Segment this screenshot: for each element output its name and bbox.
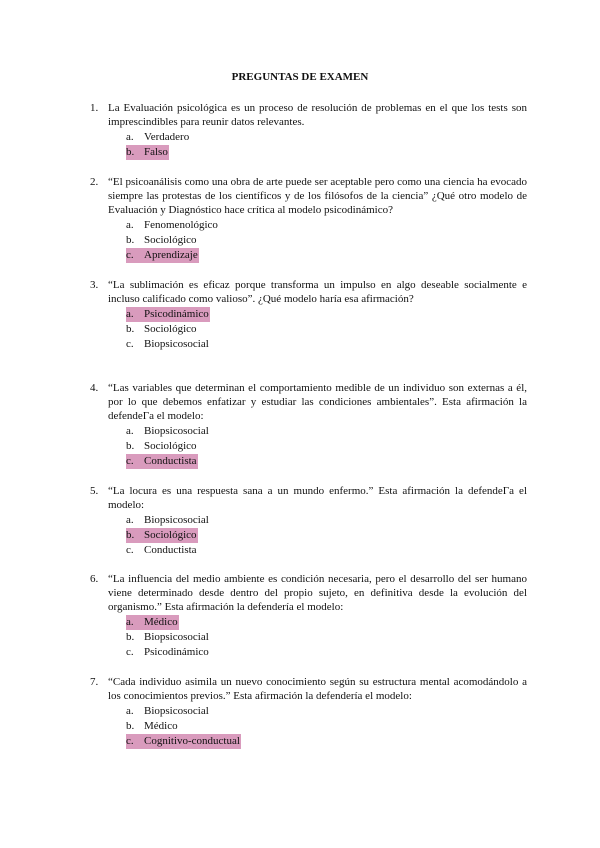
option-c: [126, 543, 527, 558]
option-list: [126, 130, 527, 160]
option-text: Biopsicosocial: [144, 631, 209, 643]
option-letter: a.: [126, 308, 134, 320]
option-letter: a.: [126, 705, 134, 717]
option-list: [126, 424, 527, 469]
option-text: Biopsicosocial: [144, 705, 209, 717]
option-text: Aprendizaje: [144, 249, 198, 261]
question-number: 1.: [90, 102, 99, 114]
option-text: Conductista: [144, 455, 197, 467]
option-list: [126, 307, 527, 352]
option-text: Sociológico: [144, 529, 197, 541]
option-letter: a.: [126, 219, 134, 231]
question-number: 7.: [90, 676, 99, 688]
question-2: [90, 175, 527, 263]
question-number: 6.: [90, 573, 99, 585]
option-content: [126, 424, 210, 439]
option-a: [126, 513, 527, 528]
option-b: [126, 719, 527, 734]
option-letter: b.: [126, 323, 135, 335]
option-a: [126, 704, 527, 719]
option-b: [126, 439, 527, 454]
option-c: [126, 734, 527, 749]
option-letter: b.: [126, 529, 135, 541]
option-content: [126, 513, 210, 528]
option-a: [126, 130, 527, 145]
option-content: [126, 734, 241, 749]
option-content: [126, 528, 198, 543]
option-letter: b.: [126, 440, 135, 452]
option-text: Sociológico: [144, 440, 197, 452]
option-text: Sociológico: [144, 234, 197, 246]
question-text: “La influencia del medio ambiente es condición necesaria, pero el desarrollo del ser humano viene determinado desde dentro del propio sujeto, en definitiva desde la evolución del organismo.” Esta afirmación la defendería el modelo:: [108, 573, 527, 613]
option-text: Conductista: [144, 544, 197, 556]
question-text: “La sublimación es eficaz porque transforma un impulso en algo deseable socialmente e incluso calificado como valioso”. ¿Qué modelo haría esa afirmación?: [108, 279, 527, 305]
option-letter: c.: [126, 338, 134, 350]
option-content: [126, 145, 169, 160]
question-3: [90, 278, 527, 352]
option-text: Psicodinámico: [144, 646, 209, 658]
option-b: [126, 233, 527, 248]
option-a: [126, 615, 527, 630]
option-letter: c.: [126, 455, 134, 467]
option-letter: b.: [126, 234, 135, 246]
option-a: [126, 307, 527, 322]
option-b: [126, 630, 527, 645]
option-c: [126, 645, 527, 660]
option-content: [126, 248, 199, 263]
option-a: [126, 218, 527, 233]
option-letter: a.: [126, 514, 134, 526]
option-text: Biopsicosocial: [144, 425, 209, 437]
option-text: Verdadero: [144, 131, 190, 143]
option-a: [126, 424, 527, 439]
option-b: [126, 145, 527, 160]
option-text: Biopsicosocial: [144, 514, 209, 526]
option-text: Biopsicosocial: [144, 338, 209, 350]
option-list: [126, 615, 527, 660]
option-content: [126, 630, 210, 645]
option-text: Sociológico: [144, 323, 197, 335]
option-letter: b.: [126, 720, 135, 732]
option-letter: c.: [126, 735, 134, 747]
option-content: [126, 233, 198, 248]
question-6: [90, 572, 527, 660]
question-number: 5.: [90, 485, 99, 497]
option-list: [126, 704, 527, 749]
option-text: Psicodinámico: [144, 308, 209, 320]
option-content: [126, 130, 190, 145]
option-content: [126, 454, 198, 469]
option-text: Médico: [144, 720, 178, 732]
option-text: Fenomenológico: [144, 219, 218, 231]
option-text: Falso: [144, 146, 168, 158]
option-c: [126, 454, 527, 469]
option-content: [126, 615, 179, 630]
question-number: 2.: [90, 176, 99, 188]
option-content: [126, 719, 179, 734]
question-5: [90, 484, 527, 558]
question-text: La Evaluación psicológica es un proceso de resolución de problemas en el que los tests son imprescindibles para reunir datos relevantes.: [108, 102, 527, 128]
question-4: [90, 381, 527, 469]
option-content: [126, 322, 198, 337]
option-content: [126, 439, 198, 454]
question-number: 4.: [90, 382, 99, 394]
option-content: [126, 645, 210, 660]
option-content: [126, 704, 210, 719]
option-content: [126, 218, 219, 233]
option-b: [126, 322, 527, 337]
question-number: 3.: [90, 279, 99, 291]
page-title: PREGUNTAS DE EXAMEN: [231, 71, 369, 83]
option-b: [126, 528, 527, 543]
option-list: [126, 218, 527, 263]
option-letter: c.: [126, 646, 134, 658]
option-text: Médico: [144, 616, 178, 628]
option-letter: a.: [126, 616, 134, 628]
option-letter: a.: [126, 425, 134, 437]
option-text: Cognitivo-conductual: [144, 735, 240, 747]
question-text: “La locura es una respuesta sana a un mundo enfermo.” Esta afirmación la defendeΓa el modelo:: [108, 485, 527, 511]
option-letter: a.: [126, 131, 134, 143]
option-letter: c.: [126, 544, 134, 556]
question-text: “Cada individuo asimila un nuevo conocimiento según su estructura mental acomodándolo a los conocimientos previos.” Esta afirmación la defendería el modelo:: [108, 676, 527, 702]
question-text: “Las variables que determinan el comportamiento medible de un individuo son externas a él, por lo que debemos enfatizar y estudiar las condiciones ambientales”. Esta afirmación la defendeΓa el modelo:: [108, 382, 527, 422]
option-content: [126, 307, 210, 322]
question-text: “El psicoanálisis como una obra de arte puede ser aceptable pero como una ciencia ha evocado siempre las protestas de los científicos y de los filósofos de la ciencia” ¿Qué otro modelo de Evaluación y Diagnóstico hace crítica al modelo psicodinámico?: [108, 176, 527, 216]
option-letter: c.: [126, 249, 134, 261]
option-content: [126, 337, 210, 352]
option-content: [126, 543, 198, 558]
option-c: [126, 337, 527, 352]
option-letter: b.: [126, 631, 135, 643]
question-7: [90, 675, 527, 749]
question-1: [90, 101, 527, 160]
option-list: [126, 513, 527, 558]
option-c: [126, 248, 527, 263]
option-letter: b.: [126, 146, 135, 158]
